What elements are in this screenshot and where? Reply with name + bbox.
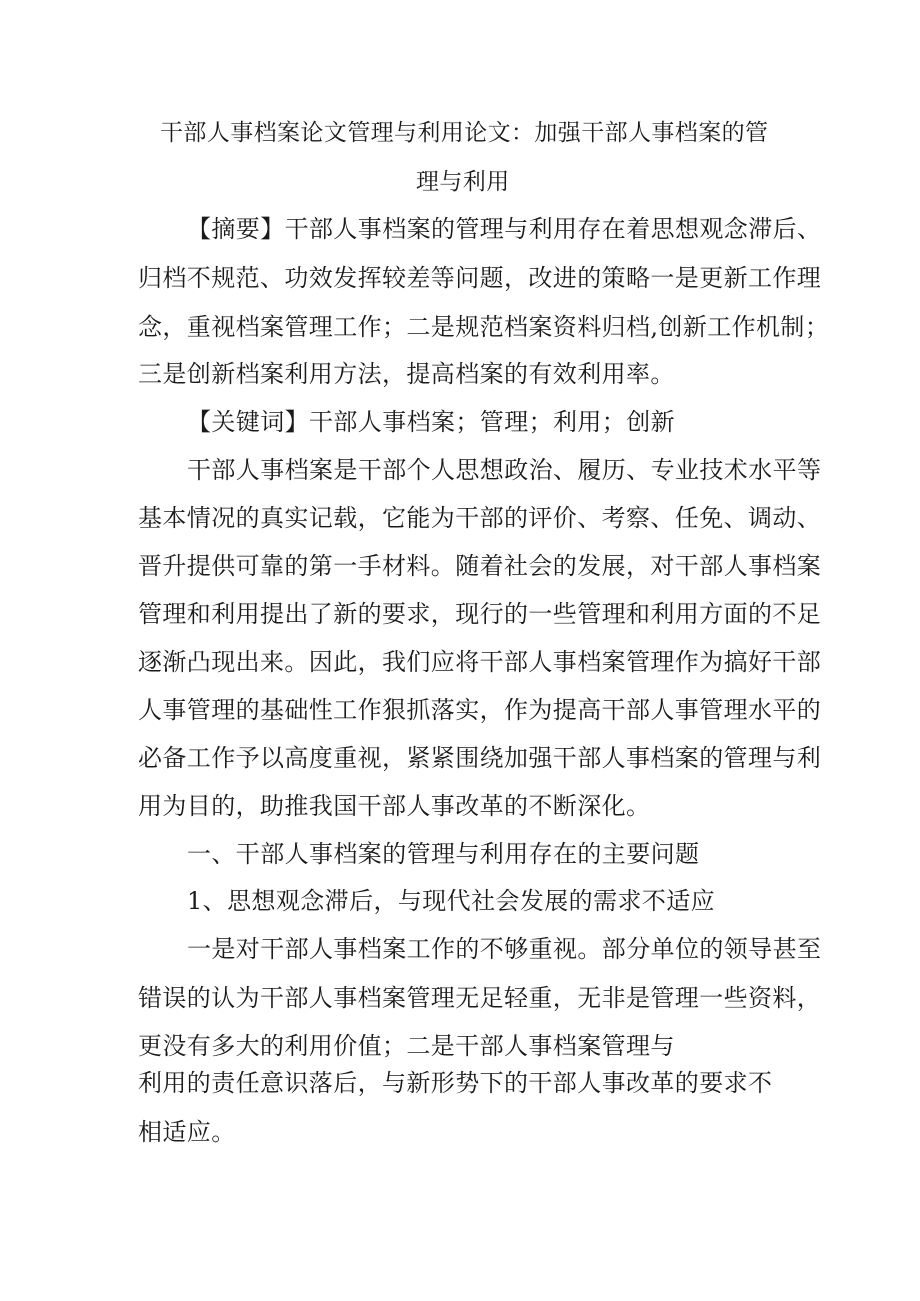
title-line-1: 干部人事档案论文管理与利用论文：加强干部人事档案的管 — [160, 120, 769, 146]
body-line-4: 利用的责任意识落后，与新形势下的干部人事改革的要求不 — [138, 1069, 773, 1097]
intro-line-8: 用为目的，助推我国干部人事改革的不断深化。 — [138, 792, 651, 820]
title-line-2: 理与利用 — [416, 169, 510, 195]
abstract-line-1: 【摘要】干部人事档案的管理与利用存在着思想观念滞后、 — [187, 215, 822, 243]
keywords-line: 【关键词】干部人事档案；管理；利用；创新 — [187, 408, 675, 436]
abstract-line-3: 念，重视档案管理工作；二是规范档案资料归档,创新工作机制； — [138, 313, 830, 341]
intro-line-1: 干部人事档案是干部个人思想政治、履历、专业技术水平等 — [187, 456, 822, 484]
intro-line-7: 必备工作予以高度重视，紧紧围绕加强干部人事档案的管理与利 — [138, 744, 822, 772]
abstract-line-4: 三是创新档案利用方法，提高档案的有效利用率。 — [138, 360, 675, 388]
intro-line-3: 晋升提供可靠的第一手材料。随着社会的发展，对干部人事档案 — [138, 552, 822, 580]
body-line-2: 错误的认为干部人事档案管理无足轻重，无非是管理一些资料， — [138, 984, 822, 1012]
body-line-1: 一是对干部人事档案工作的不够重视。部分单位的领导甚至 — [187, 935, 822, 963]
intro-line-5: 逐渐凸现出来。因此，我们应将干部人事档案管理作为搞好干部 — [138, 648, 822, 676]
body-line-3: 更没有多大的利用价值；二是干部人事档案管理与 — [138, 1032, 675, 1060]
abstract-line-2: 归档不规范、功效发挥较差等问题，改进的策略一是更新工作理 — [138, 264, 822, 292]
subsection-1-heading: 1、思想观念滞后，与现代社会发展的需求不适应 — [187, 887, 716, 915]
intro-line-6: 人事管理的基础性工作狠抓落实，作为提高干部人事管理水平的 — [138, 696, 822, 724]
intro-line-2: 基本情况的真实记载，它能为干部的评价、考察、任免、调动、 — [138, 504, 822, 532]
body-line-5: 相适应。 — [138, 1118, 236, 1146]
intro-line-4: 管理和利用提出了新的要求，现行的一些管理和利用方面的不足 — [138, 600, 822, 628]
section-1-heading: 一、干部人事档案的管理与利用存在的主要问题 — [187, 840, 700, 868]
